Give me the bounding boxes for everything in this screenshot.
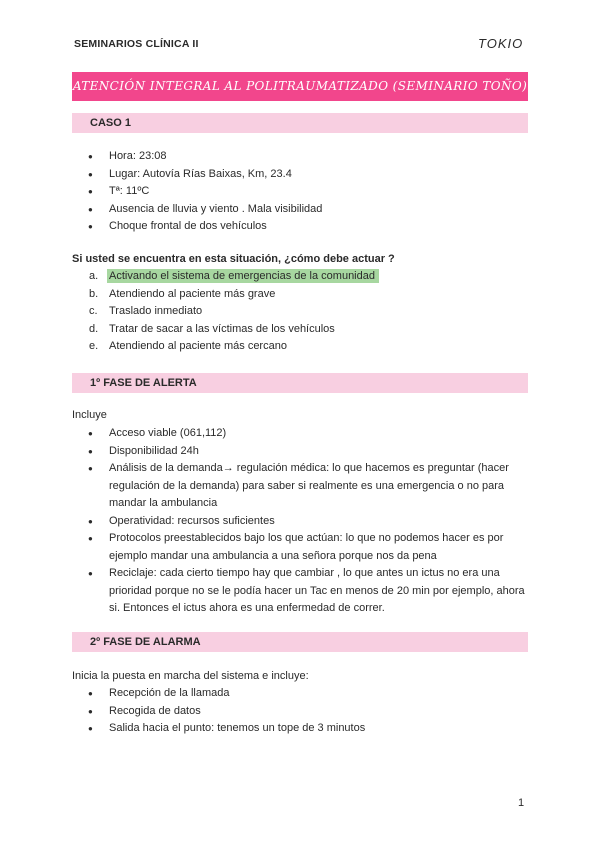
answer-options [72,268,379,356]
list-item: ● Disponibilidad 24h [72,443,530,461]
list-item: ● Hora: 23:08 [72,148,532,166]
list-item: ● Análisis de la demanda→ regulación médica: lo que hacemos es preguntar (hacer regulación de la demanda) para saber si realmente es una emergencia o no para mandar la ambulancia [72,460,530,513]
option-letter: c. [89,305,98,317]
list-item: ● Recogida de datos [72,703,532,721]
list-item: ● Recepción de la llamada [72,685,532,703]
list-item: ● Reciclaje: cada cierto tiempo hay que cambiar , lo que antes un ictus no era una prioridad porque no se le podía hacer un Tac en menos de 20 min por ejemplo, ahora si. Entonces el ictus ahora es una enfermedad de correr. [72,565,530,618]
answer-option-d [72,321,379,339]
section-heading-fase-alarma: 2º FASE DE ALARMA [72,632,528,652]
alarma-intro: Inicia la puesta en marcha del sistema e incluye: [72,670,309,682]
option-letter: a. [89,270,99,282]
answer-option-b [72,286,379,304]
option-text: Traslado inmediato [109,305,203,317]
list-item: ● Lugar: Autovía Rías Baixas, Km, 23.4 [72,166,532,184]
answer-option-a [72,268,379,286]
alerta-list [72,425,530,618]
alerta-intro: Incluye [72,409,107,421]
option-text: Atendiendo al paciente más cercano [109,340,287,352]
list-item: ● Salida hacia el punto: tenemos un tope de 3 minutos [72,720,532,738]
option-text: Atendiendo al paciente más grave [109,287,276,300]
list-item: ● Protocolos preestablecidos bajo los que actúan: lo que no podemos hacer es por ejemplo mandar una ambulancia a una señora porque nos da pena [72,530,530,565]
option-letter: b. [89,287,99,300]
option-letter: e. [89,340,99,352]
list-item: ● Acceso viable (061,112) [72,425,530,443]
answer-option-e [72,338,379,356]
section-heading-caso-1: CASO 1 [72,113,528,133]
section-heading-fase-alerta: 1º FASE DE ALERTA [72,373,528,393]
page-number: 1 [518,797,525,809]
list-item: ● Operatividad: recursos suficientes [72,513,530,531]
alarma-list [72,685,532,738]
option-text: Tratar de sacar a las víctimas de los vehículos [109,322,335,335]
running-header-author: TOKIO [478,36,524,51]
running-header-title: SEMINARIOS CLÍNICA II [74,38,199,50]
list-item: ● Tª: 11ºC [72,183,532,201]
option-letter: d. [89,322,99,335]
option-text-highlighted: Activando el sistema de emergencias de la comunidad [107,269,379,283]
list-item: ● Choque frontal de dos vehículos [72,218,532,236]
question-text: Si usted se encuentra en esta situación, ¿cómo debe actuar ? [72,253,395,265]
document-title-banner: ATENCIÓN INTEGRAL AL POLITRAUMATIZADO (SEMINARIO TOÑO) [72,72,528,101]
answer-option-c [72,303,379,321]
caso-1-list [72,148,532,236]
list-item: ● Ausencia de lluvia y viento . Mala visibilidad [72,201,532,219]
